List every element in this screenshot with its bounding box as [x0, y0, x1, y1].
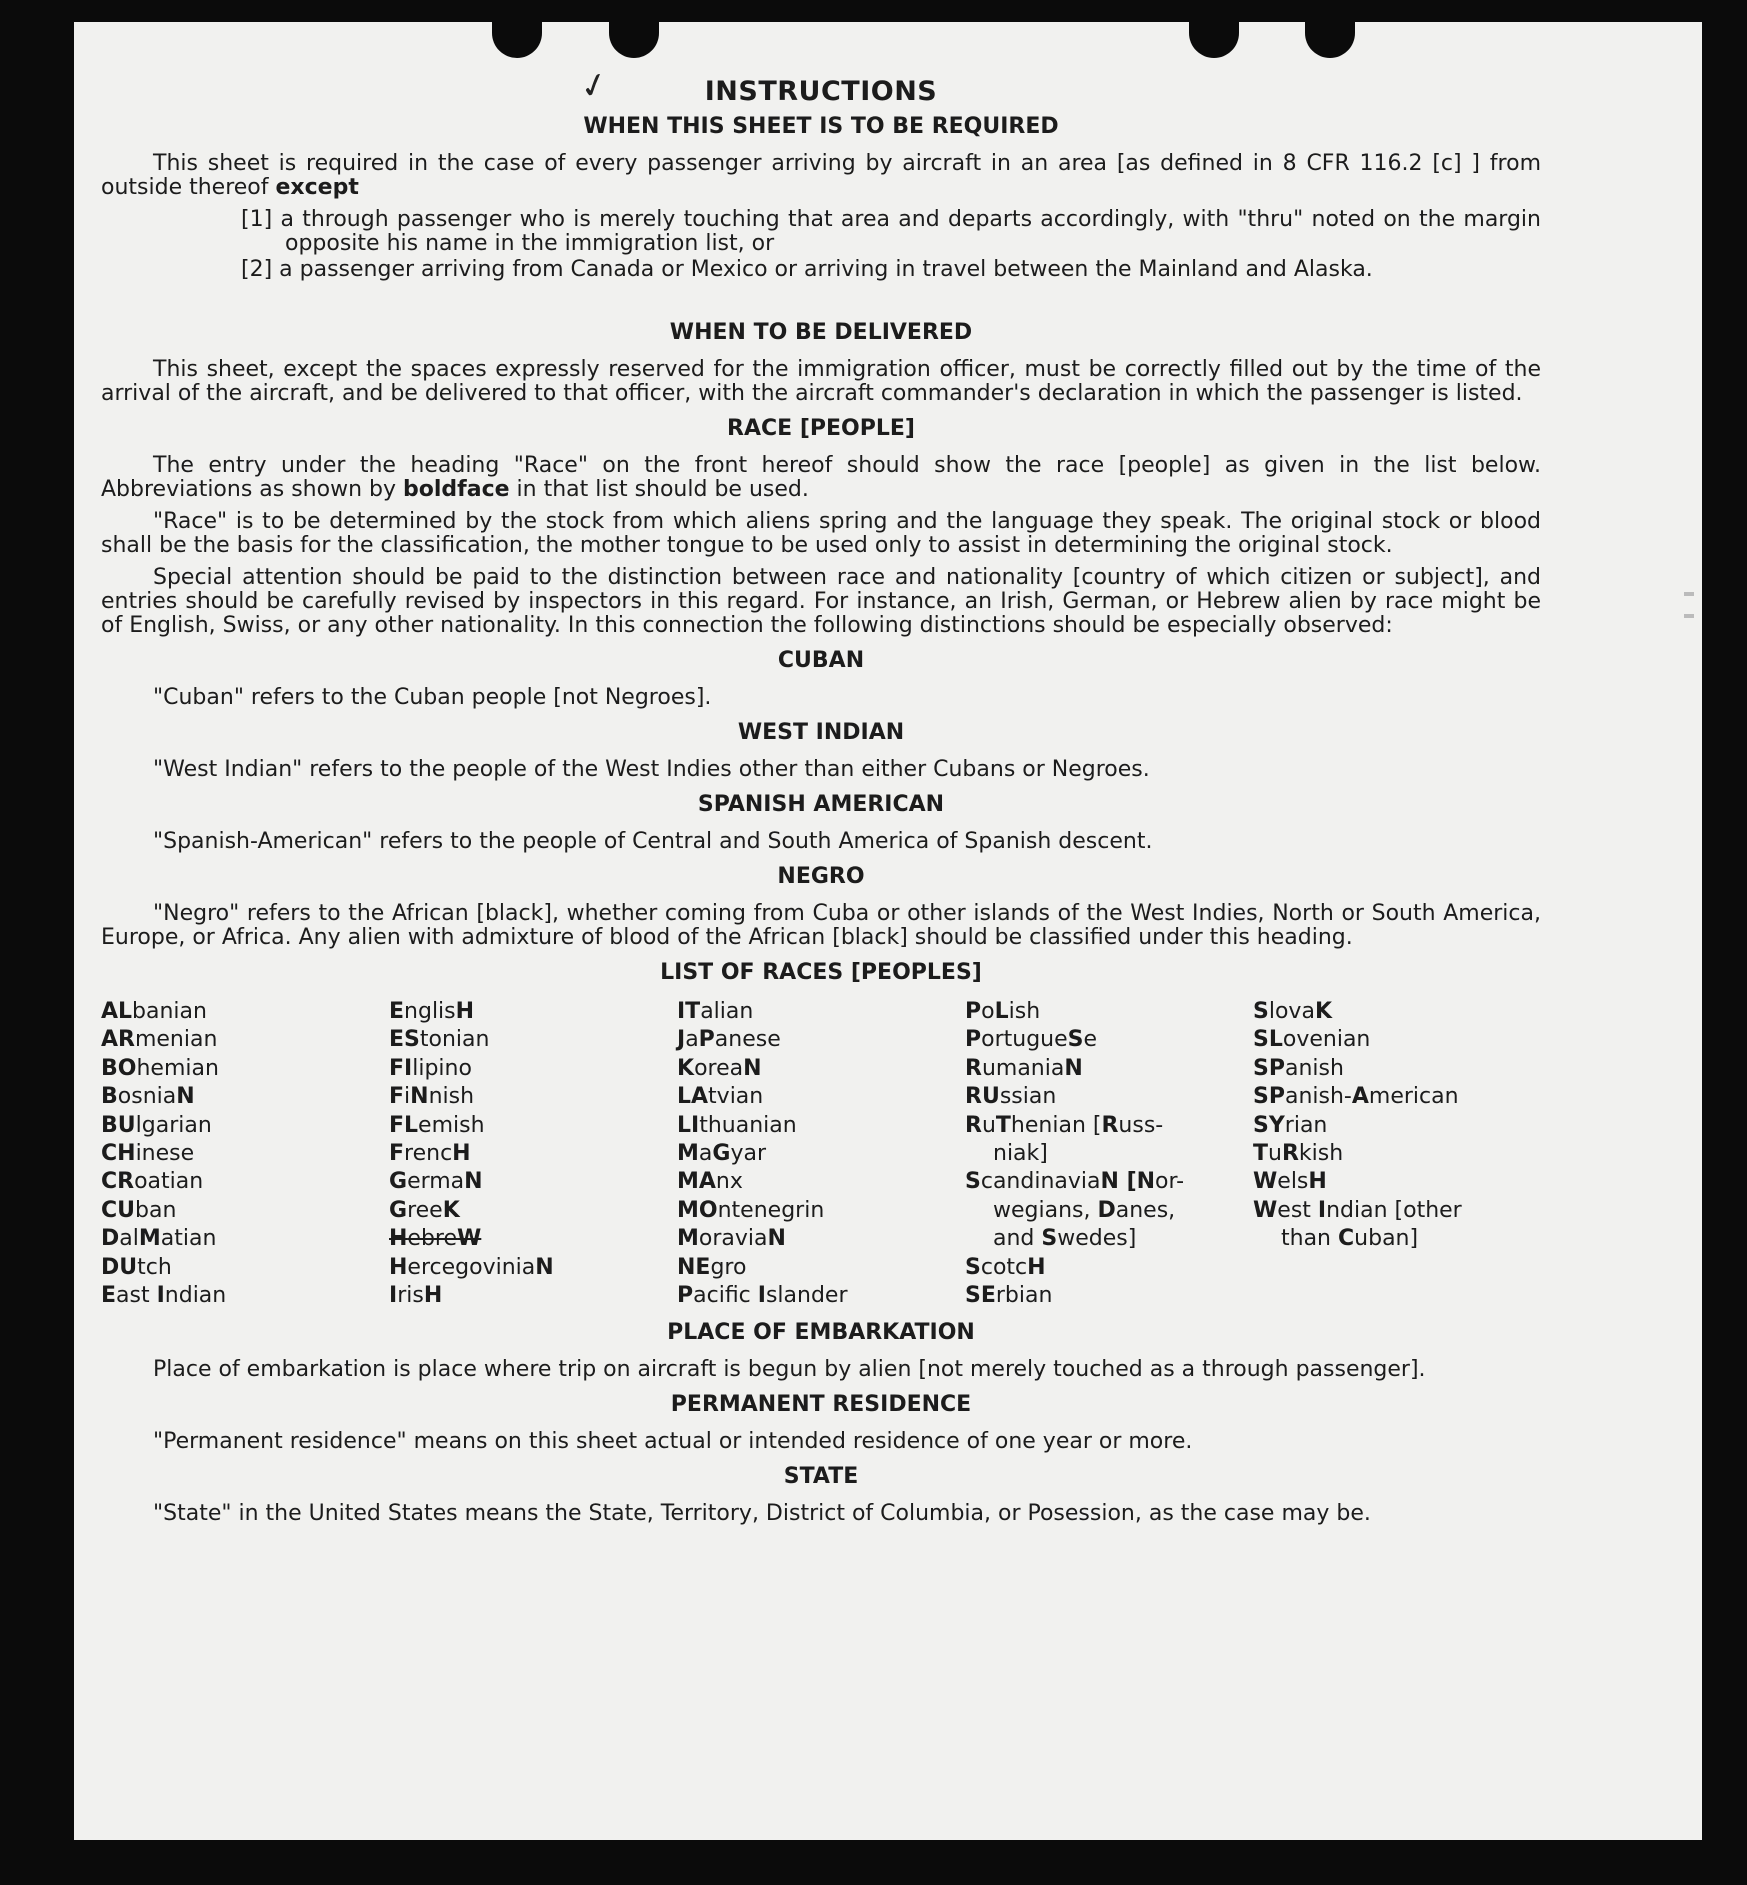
cuban-text: "Cuban" refers to the Cuban people [not Negroes]. [153, 685, 712, 710]
heading-list-of-races: LIST OF RACES [PEOPLES] [660, 960, 982, 985]
heading-residence: PERMANENT RESIDENCE [670, 1392, 972, 1418]
heading-spanish-american: SPANISH AMERICAN [697, 792, 945, 817]
race-entry: GreeK [389, 1197, 460, 1223]
heading-west-indian: WEST INDIAN [737, 720, 905, 745]
heading-embarkation: PLACE OF EMBARKATION [667, 1320, 975, 1346]
punch-hole [609, 18, 659, 58]
race-entry: Pacific Islander [677, 1283, 848, 1309]
race-paragraph-2: "Race" is to be determined by the stock from which aliens spring and the language they speak. The original stock or blood shall be the basis for the classification, the mother tongue to be used only to assist in determining the original stock. [101, 509, 1541, 558]
race-entry: niak] [993, 1141, 1048, 1167]
heading-race: RACE [PEOPLE] [727, 416, 915, 441]
race-entry: MOntenegrin [677, 1197, 825, 1223]
race-entry: EStonian [389, 1027, 490, 1053]
punch-hole [1305, 18, 1355, 58]
race-paragraph-1: The entry under the heading "Race" on the front hereof should show the race [people] as given in the list below. Abbreviations as shown by boldface in that list should be used. [101, 453, 1541, 502]
race-entry: West Indian [other [1253, 1197, 1462, 1223]
exception-item: [1] a through passenger who is merely touching that area and departs accordingly, with "thru" noted on the margin opposite his name in the immigration list, or [241, 207, 1541, 256]
race-entry: RumaniaN [965, 1055, 1083, 1081]
race-paragraph-3: Special attention should be paid to the distinction between race and nationality [country of which citizen or subject], and entries should be carefully revised by inspectors in this regard. For instance, an Irish, German, or Hebrew alien by race might be of English, Swiss, or any other nationality. In this connection the following distinctions should be especially observed: [101, 565, 1541, 638]
race-entry: NEgro [677, 1254, 747, 1280]
race-entry: DalMatian [101, 1226, 217, 1252]
embarkation-text: Place of embarkation is place where trip on aircraft is begun by alien [not merely touched as a through passenger]. [153, 1357, 1426, 1383]
race-entry: DUtch [101, 1254, 172, 1280]
race-entry: GermaN [389, 1169, 483, 1195]
races-column [389, 998, 677, 1310]
race-entry: JaPanese [677, 1027, 781, 1053]
west-indian-text: "West Indian" refers to the people of the West Indies other than either Cubans or Negroes. [153, 757, 1150, 782]
races-column [1253, 998, 1541, 1310]
spanish-american-text: "Spanish-American" refers to the people of Central and South America of Spanish descent. [153, 829, 1153, 854]
heading-cuban: CUBAN [777, 648, 865, 673]
race-entry: KoreaN [677, 1055, 762, 1081]
edge-mark [1684, 614, 1694, 618]
races-column [101, 998, 389, 1310]
heading-negro: NEGRO [777, 864, 865, 889]
race-entry: RuThenian [Russ- [965, 1112, 1164, 1138]
page-title: INSTRUCTIONS [704, 76, 938, 107]
race-entry: SlovaK [1253, 999, 1332, 1024]
race-entry: FrencH [389, 1141, 471, 1167]
race-entry: SPanish-American [1253, 1084, 1459, 1110]
race-entry: SLovenian [1253, 1027, 1371, 1053]
race-entry: PortugueSe [965, 1027, 1098, 1053]
race-entry: SErbian [965, 1283, 1053, 1309]
race-entry: HercegoviniaN [389, 1254, 554, 1280]
races-list [101, 998, 1541, 1310]
race-entry: PoLish [965, 999, 1041, 1024]
races-column [965, 998, 1253, 1310]
race-entry: ScotcH [965, 1254, 1046, 1280]
race-entry: TuRkish [1253, 1141, 1344, 1167]
heading-state: STATE [783, 1464, 859, 1490]
race-entry: FiNnish [389, 1084, 475, 1110]
punch-hole [1189, 18, 1239, 58]
when-required-intro: This sheet is required in the case of every passenger arriving by aircraft in an area [as defined in 8 CFR 116.2 [c] ] from outside thereof except [101, 151, 1541, 200]
heading-when-delivered: WHEN TO BE DELIVERED [669, 320, 973, 345]
race-entry: than Cuban] [1281, 1226, 1419, 1252]
punch-hole [492, 18, 542, 58]
race-entry: CUban [101, 1197, 177, 1223]
race-entry: MoraviaN [677, 1226, 786, 1252]
race-entry: ARmenian [101, 1027, 218, 1053]
race-entry: LIthuanian [677, 1112, 797, 1138]
races-column [677, 998, 965, 1310]
race-entry: MaGyar [677, 1141, 766, 1167]
race-entry: RUssian [965, 1084, 1057, 1110]
race-entry: FIlipino [389, 1055, 472, 1081]
race-entry: WelsH [1253, 1169, 1327, 1195]
race-entry: SPanish [1253, 1055, 1344, 1081]
exception-item: [2] a passenger arriving from Canada or Mexico or arriving in travel between the Mainland and Alaska. [241, 257, 1373, 282]
negro-text: "Negro" refers to the African [black], whether coming from Cuba or other islands of the West Indies, North or South America, Europe, or Africa. Any alien with admixture of blood of the African [black] should be classified under this heading. [101, 901, 1541, 950]
race-entry-struck: HebreW [389, 1226, 482, 1252]
race-entry: CHinese [101, 1141, 195, 1167]
race-entry: and Swedes] [993, 1226, 1137, 1252]
state-text: "State" in the United States means the State, Territory, District of Columbia, or Posession, as the case may be. [153, 1501, 1371, 1527]
race-entry: BosniaN [101, 1084, 195, 1110]
edge-mark [1684, 592, 1694, 596]
race-entry: BUlgarian [101, 1112, 212, 1138]
exceptions-list [101, 208, 1541, 282]
heading-when-required: WHEN THIS SHEET IS TO BE REQUIRED [583, 114, 1059, 139]
race-entry: FLemish [389, 1112, 485, 1138]
race-entry: SYrian [1253, 1112, 1328, 1138]
race-entry: ALbanian [101, 999, 207, 1024]
race-entry: MAnx [677, 1169, 743, 1195]
when-delivered-text: This sheet, except the spaces expressly reserved for the immigration officer, must be correctly filled out by the time of the arrival of the aircraft, and be delivered to that officer, with the aircraft commander's declaration in which the passenger is listed. [101, 357, 1541, 406]
race-entry: IrisH [389, 1283, 443, 1309]
race-entry: LAtvian [677, 1084, 764, 1110]
race-entry: East Indian [101, 1283, 227, 1309]
instructions-content [101, 56, 1541, 1534]
race-entry: CRoatian [101, 1169, 204, 1195]
race-entry: BOhemian [101, 1055, 219, 1081]
race-entry: ITalian [677, 999, 754, 1024]
residence-text: "Permanent residence" means on this sheet actual or intended residence of one year or more. [153, 1429, 1193, 1455]
race-entry: ScandinaviaN [Nor- [965, 1169, 1185, 1195]
check-mark: ✓ [575, 62, 614, 110]
race-entry: EnglisH [389, 999, 475, 1024]
race-entry: wegians, Danes, [993, 1197, 1176, 1223]
